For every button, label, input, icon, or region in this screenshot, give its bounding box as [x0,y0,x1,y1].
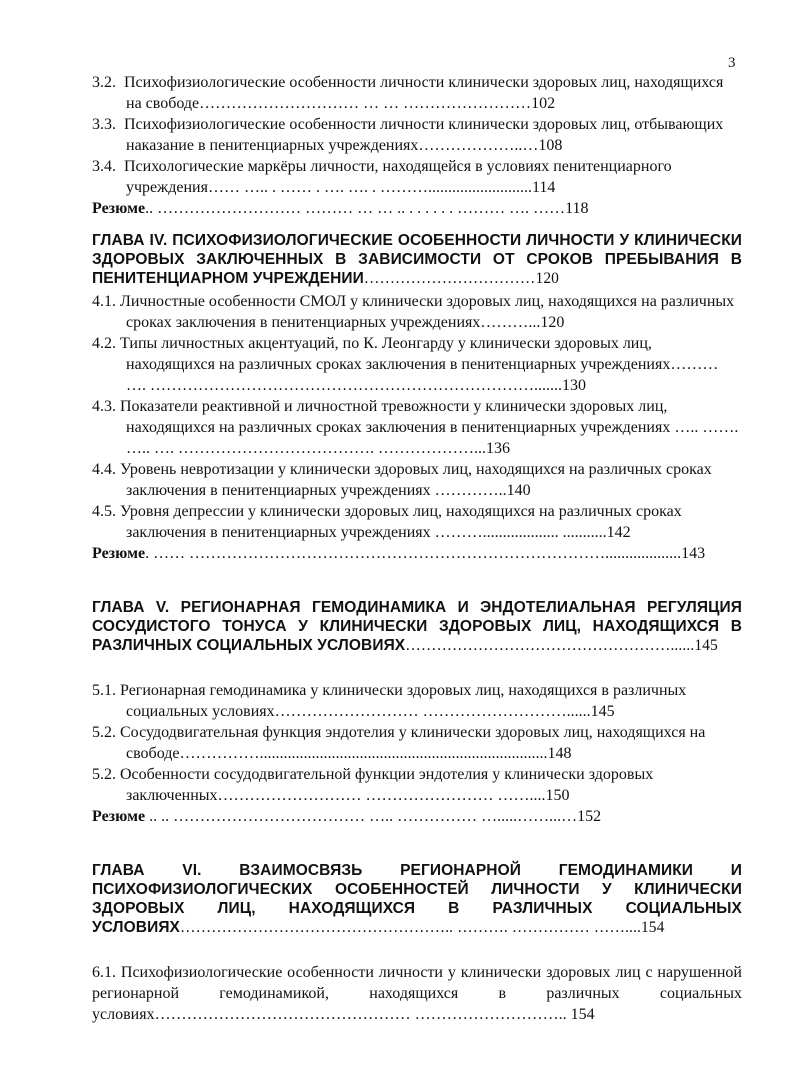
toc-entry-4-5[interactable] [92,501,742,543]
chapter-dots: …………………………………………….. ………. …………… …….... [180,919,641,936]
chapter-dots: …………………………… [363,270,536,287]
toc-entry-label: Резюме [92,808,146,825]
toc-entry-page: 142 [606,524,631,541]
toc-entry-dots: . …… ……………………………………………………………………................... [145,545,682,562]
toc-entry-label: Резюме [92,545,146,562]
toc-entry-label: 3.4. [92,158,116,175]
page-number: 3 [728,55,736,71]
chapter-6-heading[interactable] [92,861,742,937]
toc-entry-4-2[interactable] [92,333,742,396]
toc-entry-text: Психофизиологические особенности личности клинически здоровых лиц, находящихся на свободе [124,74,724,112]
toc-entry-dots: ……………………… ………………………...... [274,703,591,720]
section-gap [92,572,742,586]
toc-entry-label: 4.3. [92,398,116,415]
toc-entry-3-4[interactable] [92,156,742,198]
toc-entry-page: 136 [486,440,510,457]
toc-entry-text: Сосудодвигательная функция эндотелия у клинически здоровых лиц, находящихся на свободе [120,724,706,762]
toc-entry-label: 5.1. [92,682,116,699]
toc-entry-dots: ….. ……. ….. …. ………………………………. ………………... [126,419,739,457]
toc-entry-3-2[interactable] [92,72,742,114]
toc-entry-page: 120 [540,314,565,331]
toc-entry-resume-4[interactable] [92,543,742,564]
toc-entry-dots: ………….. [430,482,507,499]
section-gap [92,835,742,849]
toc-entry-dots: ………………..… [418,137,539,154]
toc-entry-label: 3.2. [92,74,116,91]
toc-entry-text: Особенности сосудодвигательной функции эндотелия у клинически здоровых заключенных [120,766,654,804]
toc-entry-page: 108 [538,137,563,154]
toc-entry-text: Показатели реактивной и личностной тревожности у клинически здоровых лиц, находящихся на различных сроках заключения в пенитенциарных учреждениях [120,398,671,436]
table-of-contents [92,72,742,1025]
toc-entry-label: 3.3. [92,116,116,133]
toc-entry-label: 4.4. [92,461,116,478]
chapter-page: 154 [640,919,665,936]
toc-entry-dots: ………................... ........... [430,524,607,541]
toc-entry-4-4[interactable] [92,459,742,501]
toc-entry-dots: ……………………… …………………… …….... [217,787,546,804]
toc-entry-4-3[interactable] [92,396,742,459]
toc-entry-resume-5[interactable] [92,806,742,827]
chapter-page: 145 [694,637,718,654]
toc-entry-3-3[interactable] [92,114,742,156]
toc-entry-dots: ……………........................................................................ [179,745,548,762]
toc-entry-page: 130 [562,377,586,394]
toc-entry-label: 6.1. [92,964,116,981]
toc-entry-dots: ………... [480,314,541,331]
toc-entry-page: 152 [577,808,602,825]
toc-entry-page: 118 [565,200,589,217]
chapter-title: ГЛАВА V. РЕГИОНАРНАЯ ГЕМОДИНАМИКА И ЭНДОТЕЛИАЛЬНАЯ РЕГУЛЯЦИЯ СОСУДИСТОГО ТОНУСА У КЛИНИЧЕСКИ ЗДОРОВЫХ ЛИЦ, НАХОДЯЩИХСЯ В РАЗЛИЧНЫХ СОЦИАЛЬНЫХ УСЛОВИЯХ [92,599,742,654]
toc-entry-text: Уровень невротизации у клинически здоровых лиц, находящихся на различных сроках заключения в пенитенциарных учреждениях [120,461,712,499]
toc-entry-4-1[interactable] [92,291,742,333]
toc-entry-page: 148 [547,745,572,762]
toc-entry-text: Личностные особенности СМОЛ у клинически здоровых лиц, находящихся на различных сроках заключения в пенитенциарных учреждениях [120,293,735,331]
toc-entry-label: 4.5. [92,503,116,520]
toc-entry-page: 143 [681,545,706,562]
toc-entry-label: 4.1. [92,293,116,310]
toc-entry-page: 145 [590,703,615,720]
toc-entry-dots: ………………………………………… ……………………….. [154,1006,571,1023]
toc-entry-dots: ………………………… … … …………………… [199,95,532,112]
toc-entry-dots: …… ….. . …… . …. …. . ……….......................... [207,179,532,196]
toc-entry-page: 150 [545,787,570,804]
toc-entry-5-3[interactable] [92,764,742,806]
toc-entry-6-1[interactable] [92,962,742,1025]
toc-entry-text: Психофизиологические особенности личности у клинически здоровых лиц с нарушенной регионарной гемодинамикой, находящихся в различных социальных условиях [92,964,742,1023]
toc-entry-text: Психофизиологические особенности личности клинически здоровых лиц, отбывающих наказание в пенитенциарных учреждениях [124,116,724,154]
section-gap [92,658,742,680]
toc-entry-resume-3[interactable] [92,198,742,219]
chapter-page: 120 [535,270,560,287]
chapter-5-heading[interactable] [92,598,742,655]
chapter-4-heading[interactable] [92,231,742,288]
toc-entry-text: Психологические маркёры личности, находящейся в условиях пенитенциарного учреждения [124,158,672,196]
section-gap [92,940,742,962]
toc-entry-text: Регионарная гемодинамика у клинически здоровых лиц, находящихся в различных социальных условиях [120,682,687,720]
toc-entry-text: Уровня депрессии у клинически здоровых лиц, находящихся на различных сроках заключения в пенитенциарных учреждениях [120,503,682,541]
toc-entry-page: 154 [570,1006,595,1023]
toc-entry-5-2[interactable] [92,722,742,764]
toc-entry-text: Типы личностных акцентуаций, по К. Леонгарду у клинически здоровых лиц, находящихся на различных сроках заключения в пенитенциарных учреждениях [120,335,671,373]
toc-entry-dots: ……… …. ………………………………………………………………....... [126,356,719,394]
chapter-dots: ……………………………………………...... [405,637,695,654]
toc-entry-label: 5.2. [92,724,116,741]
toc-entry-label: Резюме [92,200,146,217]
toc-entry-label: 4.2. [92,335,116,352]
toc-entry-page: 114 [531,179,556,196]
chapter-title: ГЛАВА VI. ВЗАИМОСВЯЗЬ РЕГИОНАРНОЙ ГЕМОДИНАМИКИ И ПСИХОФИЗИОЛОГИЧЕСКИХ ОСОБЕННОСТЕЙ ЛИЧНОСТИ У КЛИНИЧЕСКИ ЗДОРОВЫХ ЛИЦ, НАХОДЯЩИХСЯ В РАЗЛИЧНЫХ СОЦИАЛЬНЫХ УСЛОВИЯХ [92,862,742,936]
toc-entry-page: 140 [506,482,531,499]
toc-entry-label: 5.2. [92,766,116,783]
toc-entry-dots: .. ……………………… ……… … … .. . . . . . . ……… …. …… [145,200,566,217]
toc-entry-page: 102 [531,95,556,112]
chapter-title: ГЛАВА IV. ПСИХОФИЗИОЛОГИЧЕСКИЕ ОСОБЕННОСТИ ЛИЧНОСТИ У КЛИНИЧЕСКИ ЗДОРОВЫХ ЗАКЛЮЧЕННЫХ В ЗАВИСИМОСТИ ОТ СРОКОВ ПРЕБЫВАНИЯ В ПЕНИТЕНЦИАРНОМ УЧРЕЖДЕНИИ [92,232,742,287]
toc-entry-5-1[interactable] [92,680,742,722]
toc-entry-dots: .. .. ……………………………… ….. …………… ….....……...… [145,808,578,825]
